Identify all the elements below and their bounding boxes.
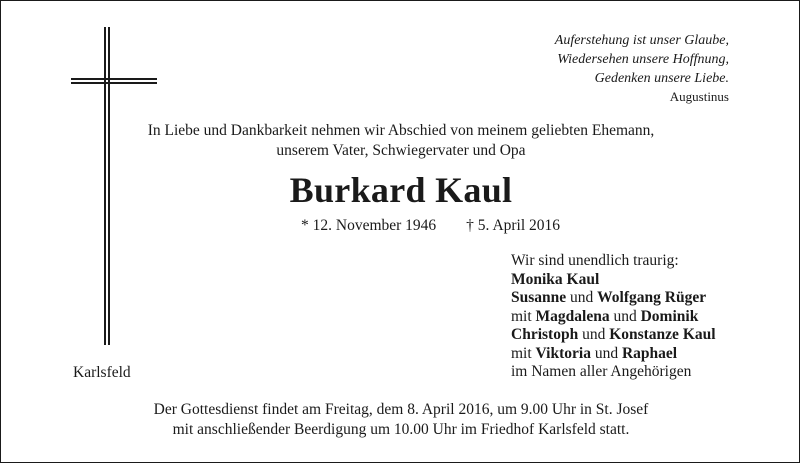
place-name: Karlsfeld	[73, 364, 131, 381]
mourner-name: Christoph	[511, 326, 579, 343]
deceased-name: Burkard Kaul	[289, 170, 513, 210]
connector-text: und	[578, 326, 610, 343]
motto-line: Gedenken unsere Liebe.	[594, 71, 729, 86]
service-line: Der Gottesdienst findet am Freitag, dem 8. April 2016, um 9.00 Uhr in St. Josef	[153, 401, 649, 418]
motto-quote	[469, 31, 729, 88]
intro-text	[101, 121, 701, 161]
mourner-row	[511, 345, 716, 364]
mourners-list	[511, 252, 716, 382]
mourner-row	[511, 271, 716, 290]
mourner-row	[511, 308, 716, 327]
mourner-name: Monika Kaul	[511, 270, 600, 288]
connector-text: mit	[511, 344, 536, 362]
mourners-closing: im Namen aller Angehörigen	[511, 363, 692, 380]
service-info	[41, 400, 761, 440]
mourner-row	[511, 289, 716, 308]
mourner-name: Konstanze Kaul	[609, 326, 716, 343]
mourner-name: Susanne	[511, 289, 567, 306]
connector-text: mit	[511, 307, 536, 325]
mourner-name: Viktoria	[535, 344, 591, 362]
birth-date: * 12. November 1946	[301, 217, 437, 234]
mourner-name: Dominik	[640, 307, 699, 325]
connector-text: und	[609, 307, 641, 325]
death-date: † 5. April 2016	[466, 217, 561, 234]
connector-text: und	[566, 289, 598, 306]
motto-line: Wiedersehen unsere Hoffnung,	[557, 52, 729, 67]
intro-line: unserem Vater, Schwiegervater und Opa	[276, 142, 526, 159]
mourners-intro: Wir sind unendlich traurig:	[511, 252, 679, 269]
connector-text: und	[590, 344, 622, 362]
motto-author: Augustinus	[669, 89, 729, 104]
mourner-name: Raphael	[621, 344, 678, 362]
intro-line: In Liebe und Dankbarkeit nehmen wir Abschied von meinem geliebten Ehemann,	[147, 122, 655, 139]
service-line: mit anschließender Beerdigung um 10.00 Uhr im Friedhof Karlsfeld statt.	[172, 421, 630, 438]
motto-line: Auferstehung ist unser Glaube,	[554, 33, 729, 48]
life-dates	[301, 217, 560, 235]
mourner-name: Magdalena	[535, 307, 610, 325]
mourner-name: Wolfgang Rüger	[597, 289, 707, 306]
mourner-row	[511, 326, 716, 345]
